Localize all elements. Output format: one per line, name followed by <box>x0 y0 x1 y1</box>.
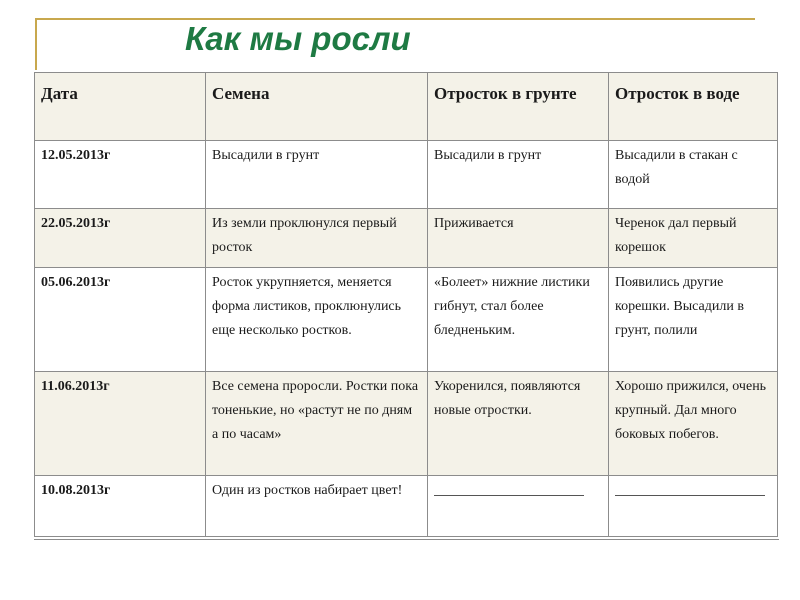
row-water: Появились другие корешки. Высадили в грунт, полили <box>609 268 778 372</box>
table-bottom-rule <box>34 539 779 540</box>
row-date: 10.08.2013г <box>35 476 206 537</box>
row-water-empty <box>609 476 778 537</box>
row-soil: Высадили в грунт <box>428 141 609 209</box>
table-row <box>35 141 778 209</box>
row-water: Черенок дал первый корешок <box>609 209 778 268</box>
header-date: Дата <box>35 73 206 141</box>
row-seeds: Из земли проклюнулся первый росток <box>206 209 428 268</box>
row-soil: «Болеет» нижние листики гибнут, стал более бледненьким. <box>428 268 609 372</box>
row-seeds: Все семена проросли. Ростки пока тоненькие, но «растут не по дням а по часам» <box>206 372 428 476</box>
row-date: 22.05.2013г <box>35 209 206 268</box>
row-soil: Приживается <box>428 209 609 268</box>
header-water-cutting: Отросток в воде <box>609 73 778 141</box>
table-header-row <box>35 73 778 141</box>
row-seeds: Росток укрупняется, меняется форма листиков, проклюнулись еще несколько ростков. <box>206 268 428 372</box>
row-water: Хорошо прижился, очень крупный. Дал много боковых побегов. <box>609 372 778 476</box>
table-row <box>35 476 778 537</box>
row-date: 05.06.2013г <box>35 268 206 372</box>
frame-left-line <box>35 18 37 70</box>
row-seeds: Один из ростков набирает цвет! <box>206 476 428 537</box>
row-date: 11.06.2013г <box>35 372 206 476</box>
header-soil-cutting: Отросток в грунте <box>428 73 609 141</box>
row-date: 12.05.2013г <box>35 141 206 209</box>
growth-table <box>34 72 778 537</box>
table-row <box>35 268 778 372</box>
row-water: Высадили в стакан с водой <box>609 141 778 209</box>
row-seeds: Высадили в грунт <box>206 141 428 209</box>
row-soil: Укоренился, появляются новые отростки. <box>428 372 609 476</box>
page-title: Как мы росли <box>185 20 411 57</box>
table-row <box>35 209 778 268</box>
row-soil-empty <box>428 476 609 537</box>
table-row <box>35 372 778 476</box>
blank-line <box>434 495 584 496</box>
blank-line <box>615 495 765 496</box>
header-seeds: Семена <box>206 73 428 141</box>
